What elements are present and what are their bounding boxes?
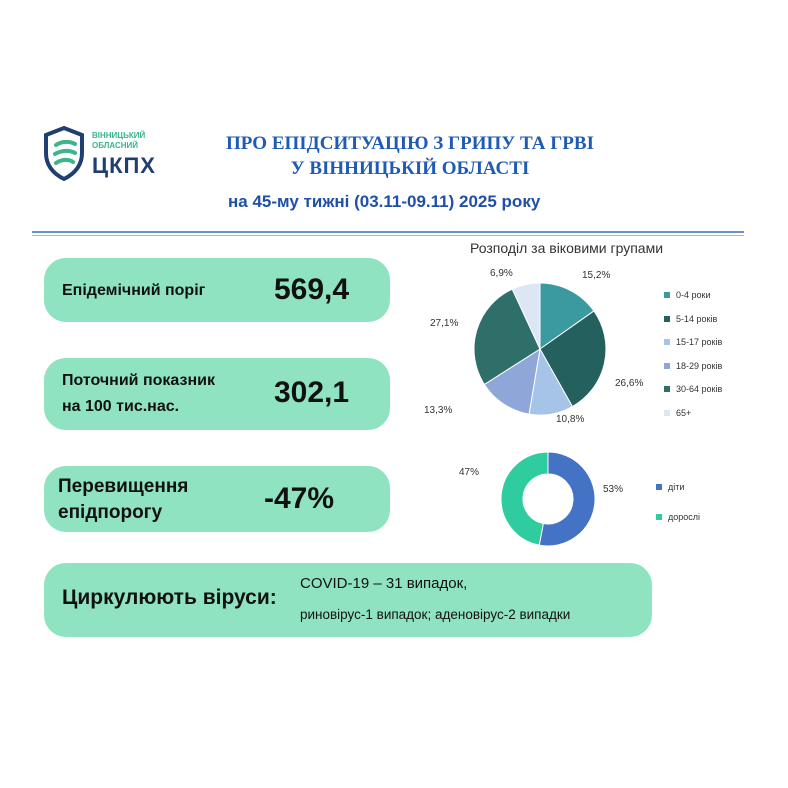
pie-data-label: 13,3%: [424, 405, 453, 416]
logo-line1: ВІННИЦЬКИЙ: [92, 131, 146, 140]
current-card: [44, 358, 390, 430]
legend-swatch: [664, 410, 670, 416]
adults-children-donut: [496, 450, 600, 548]
viruses-label: Циркулюють віруси:: [62, 586, 277, 609]
excess-card: [44, 466, 390, 532]
divider-second: [32, 235, 744, 236]
viruses-line2: риновірус-1 випадок; аденовірус-2 випадки: [300, 607, 571, 622]
pie-data-label: 26,6%: [615, 378, 644, 389]
threshold-card: [44, 258, 390, 322]
excess-label-line1: Перевищення: [58, 476, 189, 497]
legend-item: [664, 314, 717, 324]
pie-data-label: 15,2%: [582, 270, 611, 281]
legend-swatch: [656, 514, 662, 520]
pie-chart-title: Розподіл за віковими групами: [470, 240, 664, 256]
current-label-line2: на 100 тис.нас.: [62, 398, 180, 415]
legend-swatch: [664, 363, 670, 369]
current-value: 302,1: [274, 376, 350, 409]
excess-value: -47%: [264, 482, 335, 515]
pie-data-label: 27,1%: [430, 318, 459, 329]
legend-swatch: [664, 386, 670, 392]
threshold-label: Епідемічний поріг: [62, 282, 206, 299]
logo-line2: ОБЛАСНИЙ: [92, 141, 139, 150]
legend-item: [656, 512, 700, 522]
legend-swatch: [664, 316, 670, 322]
viruses-card: [44, 563, 652, 637]
threshold-value: 569,4: [274, 273, 350, 306]
legend-label: дорослі: [668, 512, 701, 522]
viruses-line1: COVID-19 – 31 випадок,: [300, 575, 468, 592]
legend-item: [664, 337, 722, 347]
logo-abbr: ЦКПХ: [92, 153, 156, 178]
legend-label: діти: [668, 482, 685, 492]
legend-label: 5-14 років: [676, 313, 718, 324]
age-pie-chart: [470, 281, 610, 417]
pie-data-label: 10,8%: [556, 414, 585, 425]
current-label-line1: Поточний показник: [62, 372, 215, 389]
legend-item: [656, 482, 684, 492]
legend-swatch: [664, 339, 670, 345]
page-title-line1: ПРО ЕПІДСИТУАЦІЮ З ГРИПУ ТА ГРВІ: [226, 133, 594, 154]
page-subtitle: на 45-му тижні (03.11-09.11) 2025 року: [228, 192, 541, 211]
shield-logo-icon: [42, 125, 86, 181]
legend-swatch: [664, 292, 670, 298]
legend-item: [664, 290, 710, 300]
legend-label: 65+: [676, 407, 692, 418]
excess-label-line2: епідпорогу: [58, 502, 163, 523]
legend-label: 30-64 років: [676, 384, 723, 394]
legend-item: [664, 384, 722, 394]
divider: [32, 231, 744, 233]
donut-data-label: 53%: [603, 484, 624, 495]
logo: [42, 125, 172, 185]
legend-swatch: [656, 484, 662, 490]
legend-label: 18-29 років: [676, 360, 723, 371]
page-title-line2: У ВІННИЦЬКІЙ ОБЛАСТІ: [290, 158, 530, 179]
legend-label: 0-4 роки: [676, 290, 711, 300]
pie-slice-2: [501, 452, 548, 545]
legend-item: [664, 408, 691, 418]
donut-data-label: 47%: [459, 467, 480, 478]
legend-label: 15-17 років: [676, 337, 723, 347]
pie-data-label: 6,9%: [490, 268, 513, 279]
legend-item: [664, 361, 722, 371]
